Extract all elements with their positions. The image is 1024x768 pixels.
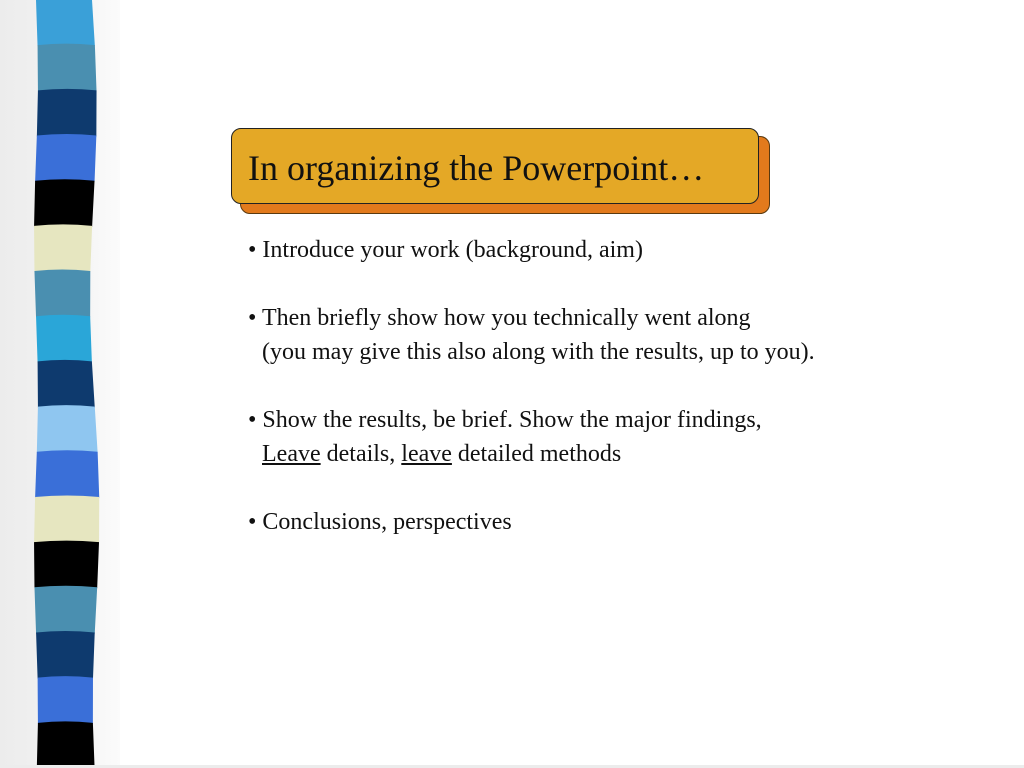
strip-block: [36, 0, 95, 46]
bullet-1: • Introduce your work (background, aim): [248, 237, 643, 263]
underlined-leave-1: Leave: [262, 441, 321, 467]
slide-title: In organizing the Powerpoint…: [248, 148, 705, 188]
text-detailed-methods: detailed methods: [451, 441, 622, 467]
title-box: [231, 128, 759, 204]
strip-block: [37, 721, 95, 768]
text-details: details,: [320, 441, 402, 467]
strip-block: [34, 495, 99, 543]
bullet-4: • Conclusions, perspectives: [248, 509, 512, 535]
bullet-2: • Then briefly show how you technically went along: [248, 305, 751, 331]
strip-block: [34, 586, 97, 634]
bullet-3: • Show the results, be brief. Show the major findings,: [248, 407, 762, 433]
bullet-2-continuation: (you may give this also along with the results, up to you).: [262, 339, 815, 365]
strip-block: [34, 541, 99, 589]
strip-block: [34, 270, 90, 318]
strip-block: [34, 224, 92, 272]
strip-block: [37, 405, 98, 453]
underlined-leave-2: leave: [401, 441, 452, 467]
bullet-list: [248, 233, 815, 539]
strip-block: [35, 134, 96, 182]
strip-block: [37, 89, 97, 137]
bullet-3-continuation: [248, 437, 815, 471]
strip-block: [36, 315, 92, 363]
decorative-color-strip: [0, 0, 110, 768]
strip-block: [38, 676, 93, 724]
strip-block: [38, 360, 95, 408]
strip-block: [38, 44, 97, 92]
strip-block: [36, 631, 95, 679]
strip-block: [34, 179, 94, 227]
strip-block: [35, 450, 99, 498]
